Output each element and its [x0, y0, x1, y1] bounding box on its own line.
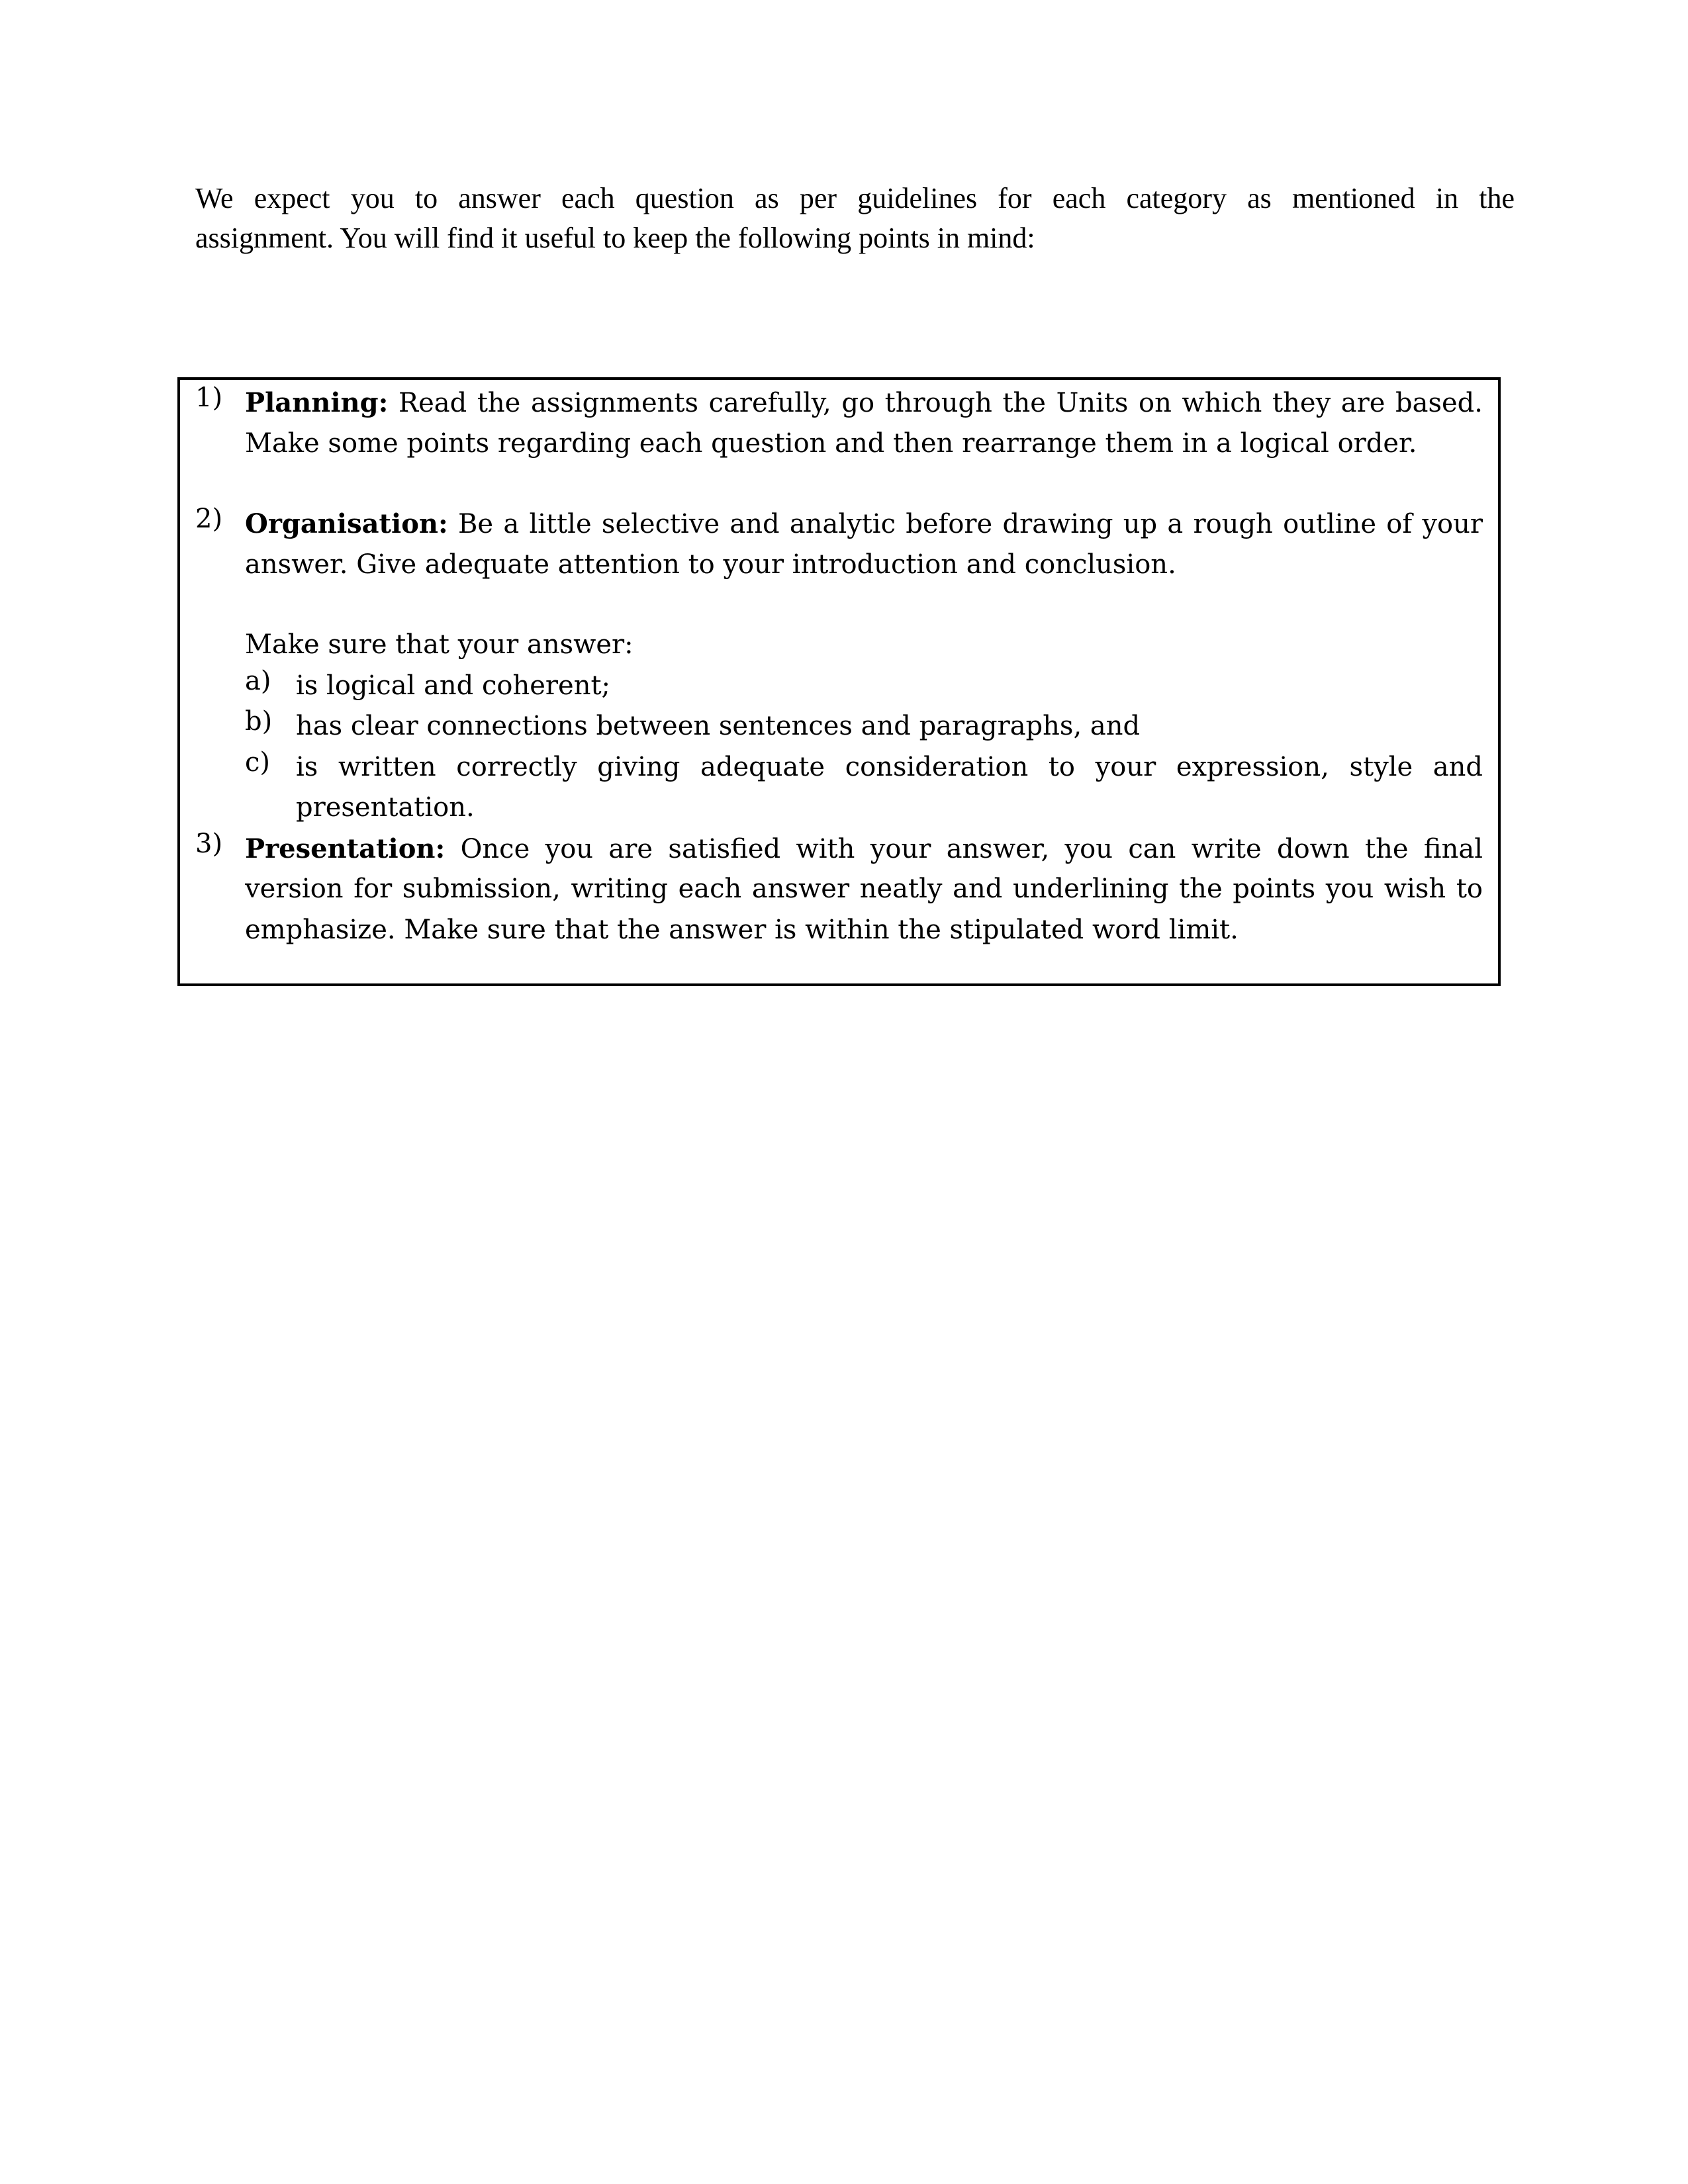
item-line: [245, 383, 1483, 424]
intro-line-2: assignment. You will find it useful to keep the following points in mind:: [195, 222, 1035, 254]
list-item-organisation: [195, 504, 1483, 585]
sub-item-line: presentation.: [296, 792, 475, 823]
item-number: 2): [195, 504, 223, 534]
item-line: Make some points regarding each question and then rearrange them in a logical order.: [245, 428, 1417, 459]
item-body: [245, 383, 1483, 464]
guidelines-box: [177, 377, 1501, 986]
sub-item-letter: c): [245, 747, 271, 778]
sub-item-b: [245, 706, 1483, 747]
sub-item-body: [296, 747, 1483, 829]
item-line-text: Read the assignments carefully, go through the Units on which they are based.: [398, 388, 1483, 418]
item-line-text: Once you are satisfied with your answer, you can write down the final: [460, 833, 1483, 864]
item-number: 3): [195, 828, 223, 859]
list-item-planning: [195, 383, 1483, 464]
item-line: [245, 504, 1483, 545]
make-sure-heading: Make sure that your answer:: [245, 629, 633, 660]
sub-item-letter: b): [245, 706, 273, 737]
intro-line-1: We expect you to answer each question as per guidelines for each category as mentioned in the: [195, 182, 1515, 214]
item-line: version for submission, writing each answer neatly and underlining the points you wish to: [245, 874, 1483, 904]
item-body: [245, 829, 1483, 951]
sub-item-body: [296, 706, 1483, 747]
sub-item-body: [296, 666, 1483, 707]
item-line-text: Be a little selective and analytic before drawing up a rough outline of your: [458, 509, 1483, 539]
sub-item-letter: a): [245, 665, 271, 696]
item-line: answer. Give adequate attention to your introduction and conclusion.: [245, 549, 1176, 580]
make-sure-group: [245, 625, 1483, 829]
item-body: [245, 504, 1483, 585]
item-label: Presentation:: [245, 833, 445, 864]
item-line: [245, 829, 1483, 870]
sub-item-a: [245, 666, 1483, 707]
sub-item-line: has clear connections between sentences and paragraphs, and: [296, 711, 1141, 741]
item-number: 1): [195, 383, 223, 413]
intro-paragraph: [195, 179, 1515, 258]
item-line: emphasize. Make sure that the answer is within the stipulated word limit.: [245, 914, 1239, 945]
list-item-presentation: [195, 829, 1483, 951]
item-label: Planning:: [245, 387, 389, 418]
sub-item-line: is written correctly giving adequate consideration to your expression, style and: [296, 751, 1483, 782]
sub-item-c: [245, 747, 1483, 829]
sub-item-line: is logical and coherent;: [296, 670, 611, 701]
item-label: Organisation:: [245, 508, 448, 539]
